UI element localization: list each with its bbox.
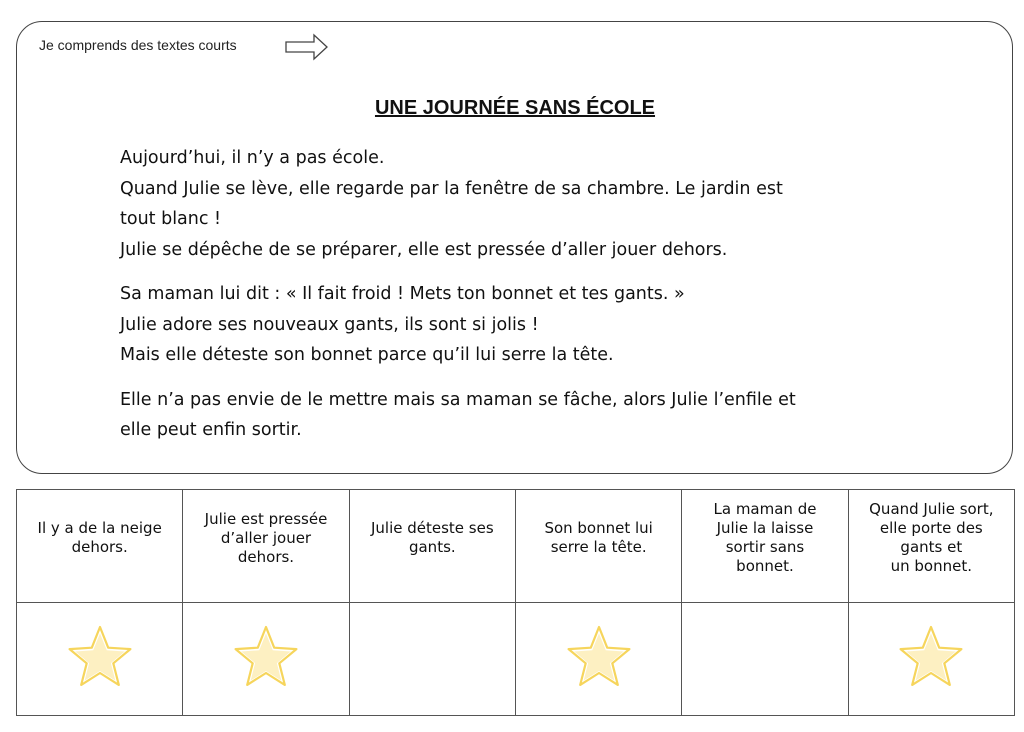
statement-line: Julie déteste ses <box>370 519 494 537</box>
statement-line: elle porte des <box>879 519 983 537</box>
story-line: Mais elle déteste son bonnet parce qu’il lui serre la tête. <box>120 345 614 365</box>
star-icon <box>65 622 135 692</box>
statement-line: serre la tête. <box>550 538 647 556</box>
star-cell[interactable] <box>349 603 515 716</box>
statement-line: Julie la laisse <box>716 519 814 537</box>
paragraph-3 <box>120 385 920 446</box>
star-icon <box>231 622 301 692</box>
statement-cell <box>349 490 515 603</box>
statements-table <box>16 489 1015 716</box>
statement-line: Son bonnet lui <box>544 519 653 537</box>
paragraph-2 <box>120 279 920 371</box>
star-icon <box>896 622 966 692</box>
skill-label: Je comprends des textes courts <box>39 37 237 53</box>
statement-line: Quand Julie sort, <box>869 500 994 518</box>
story-line: tout blanc ! <box>120 209 222 229</box>
statement-line: dehors. <box>237 547 295 566</box>
story-line: elle peut enfin sortir. <box>120 420 302 440</box>
statement-line: dehors. <box>71 538 128 556</box>
story-line: Elle n’a pas envie de le mettre mais sa maman se fâche, alors Julie l’enfile et <box>120 389 796 410</box>
statement-line: Il y a de la neige <box>37 519 162 537</box>
story-line: Julie se dépêche de se préparer, elle est pressée d’aller jouer dehors. <box>120 239 728 260</box>
statement-cell <box>183 490 349 603</box>
story-line: Aujourd’hui, il n’y a pas école. <box>120 148 385 168</box>
stars-row <box>17 603 1015 716</box>
statement-line: La maman de <box>713 500 817 518</box>
statement-cell <box>17 490 183 603</box>
statements-row <box>17 490 1015 603</box>
statement-line: gants. <box>408 538 456 556</box>
story-title: UNE JOURNÉE SANS ÉCOLE <box>374 97 656 119</box>
star-cell[interactable] <box>848 603 1014 716</box>
statement-line: gants et <box>900 538 963 556</box>
story-line: Quand Julie se lève, elle regarde par la fenêtre de sa chambre. Le jardin est <box>120 178 783 199</box>
star-icon <box>564 622 634 692</box>
statement-line: Julie est pressée <box>204 509 328 528</box>
statement-line: un bonnet. <box>890 557 972 575</box>
statement-line: bonnet. <box>736 557 794 575</box>
statement-cell <box>515 490 681 603</box>
statement-line: d’aller jouer <box>220 528 312 547</box>
story-line: Sa maman lui dit : « Il fait froid ! Mets ton bonnet et tes gants. » <box>120 284 685 304</box>
star-cell[interactable] <box>17 603 183 716</box>
story-line: Julie adore ses nouveaux gants, ils sont si jolis ! <box>120 314 539 335</box>
story-text <box>120 143 920 446</box>
star-cell[interactable] <box>682 603 848 716</box>
star-cell[interactable] <box>183 603 349 716</box>
statement-cell <box>848 490 1014 603</box>
statement-cell <box>682 490 848 603</box>
paragraph-1 <box>120 143 920 265</box>
star-cell[interactable] <box>515 603 681 716</box>
statement-line: sortir sans <box>725 538 805 556</box>
right-arrow-icon <box>285 33 329 61</box>
